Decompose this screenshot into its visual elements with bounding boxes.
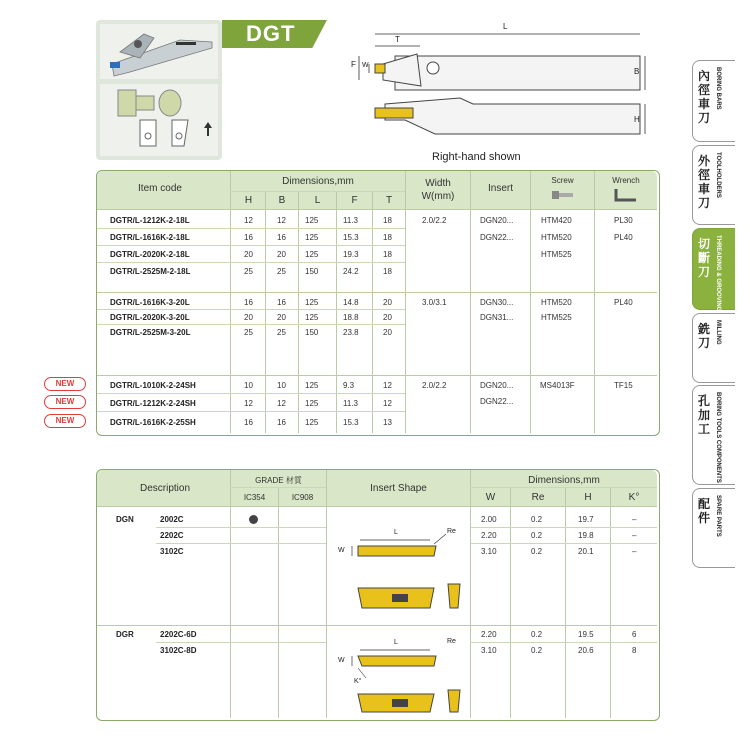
new-badge: NEW <box>44 395 86 409</box>
dimension-cell: 2.20 <box>481 630 497 639</box>
dimension-cell: 15.3 <box>343 233 359 242</box>
new-badge: NEW <box>44 377 86 391</box>
wrench-value: PL40 <box>614 233 633 242</box>
col-ic908: IC908 <box>291 493 314 502</box>
dimension-cell: 23.8 <box>343 328 359 337</box>
col-insert: Insert <box>487 183 513 194</box>
side-tab-label: 銑刀 <box>698 322 711 350</box>
insert-code: 3102C-8D <box>160 646 197 655</box>
dimension-cell: 18 <box>383 267 392 276</box>
dimension-cell: 12 <box>277 399 286 408</box>
insert-value: DGN22... <box>480 397 514 406</box>
side-tab[interactable] <box>692 60 735 142</box>
screw-value: HTM520 <box>541 233 572 242</box>
dimension-cell: 3.10 <box>481 547 497 556</box>
dimension-cell: 16 <box>277 298 286 307</box>
insert-family: DGN <box>116 515 134 524</box>
side-tab-sublabel: THREADING & GROOVING <box>715 235 721 312</box>
insert-code: 2202C <box>160 531 184 540</box>
col-re: Re <box>531 492 545 503</box>
item-code: DGTR/L-2020K-2-18L <box>110 250 190 259</box>
dimension-cell: 20 <box>244 313 253 322</box>
dimension-cell: 25 <box>277 267 286 276</box>
dim-label-l: L <box>503 22 508 31</box>
item-code: DGTR/L-1010K-2-24SH <box>110 381 196 390</box>
side-tab-label: 配件 <box>698 497 711 525</box>
new-badge: NEW <box>44 414 86 428</box>
item-code: DGTR/L-1616K-2-25SH <box>110 418 196 427</box>
col-l: L <box>314 195 321 206</box>
dimension-cell: 19.3 <box>343 250 359 259</box>
side-tab-label: 外徑車刀 <box>698 154 711 210</box>
toolholder-photo <box>100 24 218 79</box>
insert-value: DGN22... <box>480 233 514 242</box>
dimension-cell: 125 <box>305 313 319 322</box>
dimension-cell: 125 <box>305 250 319 259</box>
wrench-value: TF15 <box>614 381 633 390</box>
col-t: T <box>385 195 393 206</box>
col-screw: Screw <box>551 176 574 185</box>
dimension-cell: 16 <box>277 418 286 427</box>
dimension-cell: 0.2 <box>531 515 543 524</box>
side-tab[interactable] <box>692 385 735 485</box>
dimension-cell: 11.3 <box>343 399 358 408</box>
dimension-cell: 20 <box>383 328 392 337</box>
insert-code: 2002C <box>160 515 184 524</box>
col-b: B <box>278 195 286 206</box>
screw-value: HTM520 <box>541 298 572 307</box>
shape-label-l: L <box>394 529 398 536</box>
insert-value: DGN31... <box>480 313 514 322</box>
grade-available-dot <box>249 515 258 524</box>
width-value: 3.0/3.1 <box>422 298 447 307</box>
dimension-cell: 19.5 <box>578 630 594 639</box>
dimension-cell: 18 <box>383 250 392 259</box>
dimension-cell: 150 <box>305 267 319 276</box>
dimension-cell: 16 <box>244 418 253 427</box>
dimension-cell: 16 <box>244 298 253 307</box>
dimension-cell: 6 <box>632 630 637 639</box>
page-title: DGT <box>246 21 296 46</box>
dimension-cell: 2.20 <box>481 531 497 540</box>
col-insert-shape: Insert Shape <box>370 483 427 494</box>
dimension-cell: 20 <box>383 313 392 322</box>
dimension-cell: – <box>632 547 637 556</box>
width-value: 2.0/2.2 <box>422 381 447 390</box>
dimension-cell: 11.3 <box>343 216 358 225</box>
dimension-cell: 3.10 <box>481 646 497 655</box>
dimension-cell: 15.3 <box>343 418 359 427</box>
shape-label-l: L <box>394 639 398 646</box>
item-code: DGTR/L-2525M-2-18L <box>110 267 191 276</box>
shape-label-k: K° <box>354 678 362 685</box>
dimension-cell: 12 <box>244 399 253 408</box>
item-code: DGTR/L-2525M-3-20L <box>110 328 191 337</box>
dimension-cell: 10 <box>244 381 253 390</box>
col-ic354: IC354 <box>243 493 266 502</box>
dimension-cell: 20 <box>277 313 286 322</box>
shape-label-w: W <box>338 547 345 554</box>
dimension-cell: 25 <box>244 328 253 337</box>
dimension-cell: 125 <box>305 381 319 390</box>
dimension-cell: 0.2 <box>531 646 543 655</box>
dimension-cell: 150 <box>305 328 319 337</box>
dimension-cell: 13 <box>383 418 392 427</box>
col-h2: H <box>584 492 592 503</box>
dimension-cell: 20.1 <box>578 547 594 556</box>
col-f: F <box>351 195 358 206</box>
dimension-cell: 125 <box>305 399 319 408</box>
screw-value: HTM420 <box>541 216 572 225</box>
side-tab[interactable] <box>692 145 735 225</box>
col-width-unit: W(mm) <box>421 191 455 202</box>
dgn-insert-shape <box>330 522 468 622</box>
item-code: DGTR/L-2020K-3-20L <box>110 313 190 322</box>
col-k: K° <box>628 492 640 503</box>
col-w: W <box>485 492 496 503</box>
dimension-cell: 16 <box>244 233 253 242</box>
shape-label-re: Re <box>447 528 456 535</box>
insert-family: DGR <box>116 630 134 639</box>
item-code: DGTR/L-1616K-2-18L <box>110 233 190 242</box>
item-code: DGTR/L-1212K-2-18L <box>110 216 190 225</box>
width-value: 2.0/2.2 <box>422 216 447 225</box>
side-tab[interactable] <box>692 488 735 568</box>
dimension-cell: 2.00 <box>481 515 497 524</box>
side-tab-sublabel: BORING TOOLS COMPONENTS <box>715 392 721 483</box>
insert-photo <box>100 84 218 156</box>
dimension-cell: 14.8 <box>343 298 359 307</box>
dimension-cell: 20 <box>277 250 286 259</box>
col-dimensions: Dimensions,mm <box>282 176 354 187</box>
screw-value: HTM525 <box>541 313 572 322</box>
col-h: H <box>244 195 253 206</box>
col-wrench: Wrench <box>612 176 640 185</box>
wrench-value: PL40 <box>614 298 633 307</box>
side-tab-sublabel: BORING BARS <box>715 67 721 110</box>
dimension-cell: 18.8 <box>343 313 359 322</box>
col-dimensions-2: Dimensions,mm <box>528 475 600 486</box>
dim-label-h: H <box>634 115 640 124</box>
insert-value: DGN20... <box>480 216 514 225</box>
insert-value: DGN30... <box>480 298 514 307</box>
dimension-cell: 12 <box>244 216 253 225</box>
dimension-cell: 19.7 <box>578 515 594 524</box>
side-tab-sublabel: TOOLHOLDERS <box>715 152 721 198</box>
side-tab-sublabel: MILLING <box>715 320 721 345</box>
dimension-cell: 25 <box>244 267 253 276</box>
drawing-caption: Right-hand shown <box>432 151 521 163</box>
col-grade: GRADE 材質 <box>255 476 302 485</box>
dimension-cell: 10 <box>277 381 286 390</box>
side-tab-sublabel: SPARE PARTS <box>715 495 721 537</box>
shape-label-w: W <box>338 657 345 664</box>
dimension-cell: 125 <box>305 233 319 242</box>
insert-code: 2202C-6D <box>160 630 197 639</box>
dimension-cell: – <box>632 515 637 524</box>
side-tab[interactable] <box>692 313 735 383</box>
side-tab[interactable] <box>692 228 735 310</box>
screw-value: HTM525 <box>541 250 572 259</box>
dimension-cell: 24.2 <box>343 267 359 276</box>
dim-label-w: W <box>362 62 369 69</box>
dimension-cell: 12 <box>277 216 286 225</box>
dimension-cell: 8 <box>632 646 637 655</box>
screw-value: MS4013F <box>540 381 575 390</box>
dimension-cell: 125 <box>305 216 319 225</box>
dimension-cell: 19.8 <box>578 531 594 540</box>
dimension-cell: 9.3 <box>343 381 355 390</box>
item-code: DGTR/L-1616K-3-20L <box>110 298 190 307</box>
dim-label-f: F <box>351 60 356 69</box>
dgr-insert-shape <box>330 636 468 718</box>
insert-code: 3102C <box>160 547 184 556</box>
dimension-cell: 12 <box>383 381 392 390</box>
dimension-cell: 18 <box>383 233 392 242</box>
side-tab-label: 切斷刀 <box>698 237 711 279</box>
dimension-cell: 0.2 <box>531 531 543 540</box>
dimension-cell: 0.2 <box>531 630 543 639</box>
dimension-cell: 20 <box>383 298 392 307</box>
dimension-cell: 125 <box>305 418 319 427</box>
dimension-cell: 20.6 <box>578 646 594 655</box>
dimension-cell: 20 <box>244 250 253 259</box>
side-tab-label: 內徑車刀 <box>698 69 711 125</box>
side-tab-label: 孔加工 <box>698 394 711 436</box>
insert-value: DGN20... <box>480 381 514 390</box>
wrench-icon <box>614 187 638 208</box>
dimension-cell: 125 <box>305 298 319 307</box>
shape-label-re: Re <box>447 638 456 645</box>
col-width: Width <box>425 178 451 189</box>
dimension-cell: 25 <box>277 328 286 337</box>
item-code: DGTR/L-1212K-2-24SH <box>110 399 196 408</box>
dimension-cell: 12 <box>383 399 392 408</box>
dim-label-t: T <box>395 35 400 44</box>
dimension-cell: 16 <box>277 233 286 242</box>
dimension-cell: 18 <box>383 216 392 225</box>
dimension-cell: 0.2 <box>531 547 543 556</box>
col-item-code: Item code <box>138 183 182 194</box>
screw-icon <box>552 188 574 206</box>
technical-drawing <box>345 22 655 152</box>
col-description: Description <box>139 483 191 494</box>
dimension-cell: – <box>632 531 637 540</box>
dim-label-b: B <box>634 67 640 76</box>
wrench-value: PL30 <box>614 216 633 225</box>
